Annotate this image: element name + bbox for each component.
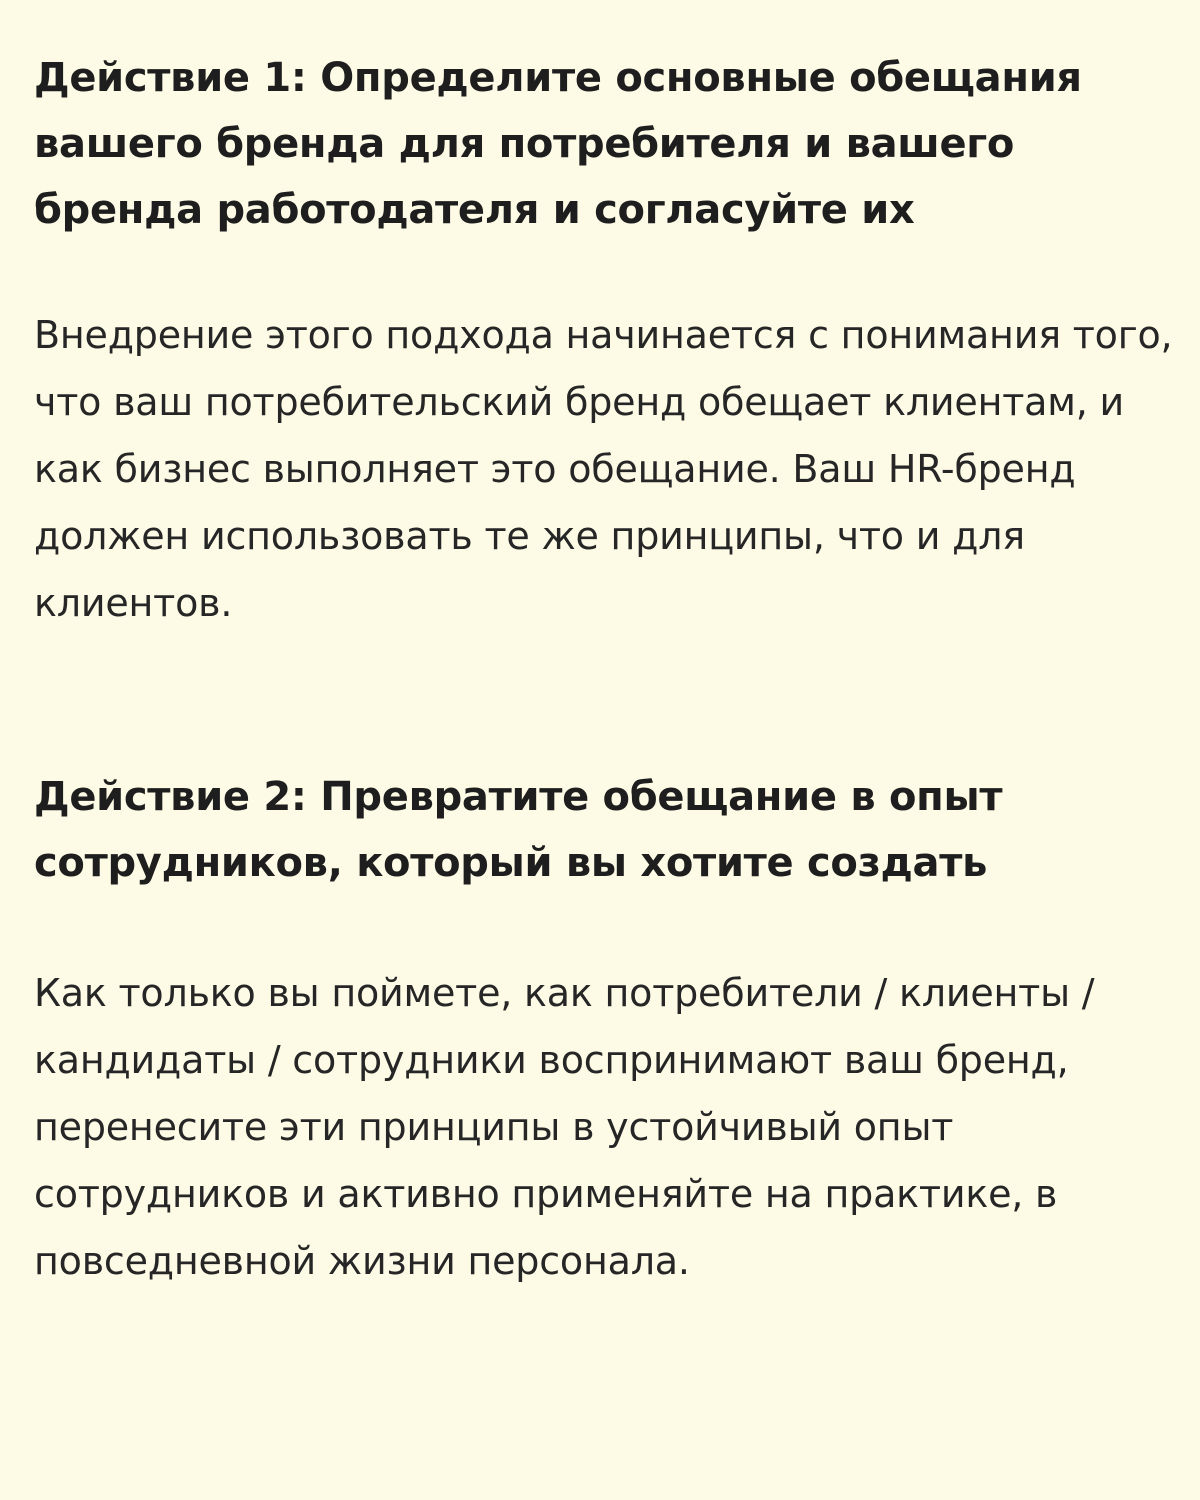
- section-paragraph: Как только вы поймете, как потребители / клиенты / кандидаты / сотрудники воспринимают ваш бренд, перенесите эти принципы в устойчивый опыт сотрудников и активно применяйте на практике, в повседневной жизни персонала.: [34, 971, 1095, 1283]
- section-heading: Действие 2: Превратите обещание в опыт сотрудников, который вы хотите создать: [34, 774, 1003, 886]
- section-heading: Действие 1: Определите основные обещания вашего бренда для потребителя и вашего бренда работодателя и согласуйте их: [34, 55, 1082, 233]
- section-paragraph: Внедрение этого подхода начинается с понимания того, что ваш потребительский бренд обещает клиентам, и как бизнес выполняет это обещание. Ваш HR-бренд должен использовать те же принципы, что и для клиентов.: [34, 313, 1173, 625]
